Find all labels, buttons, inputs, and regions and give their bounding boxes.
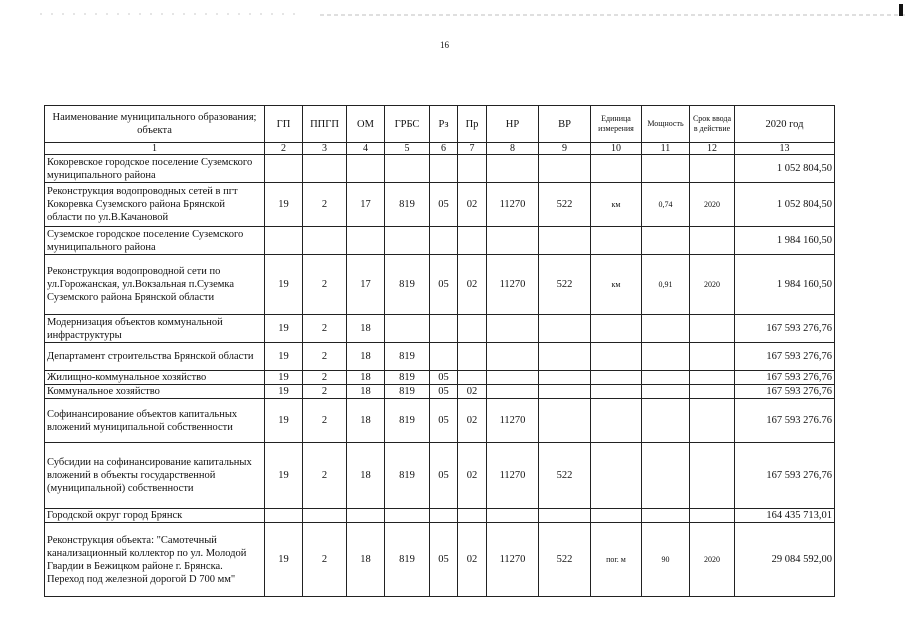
table-cell: 0,91 (642, 255, 690, 315)
table-cell: 819 (385, 255, 430, 315)
table-cell: 02 (458, 255, 487, 315)
table-cell: 522 (539, 255, 591, 315)
table-cell (458, 315, 487, 343)
table-cell (591, 343, 642, 371)
column-number: 10 (591, 143, 642, 155)
amount-cell: 167 593 276,76 (735, 315, 835, 343)
table-cell: 819 (385, 399, 430, 443)
amount-cell: 167 593 276.76 (735, 399, 835, 443)
table-cell: 18 (347, 523, 385, 597)
table-cell (690, 509, 735, 523)
table-cell (487, 509, 539, 523)
page-number: 16 (440, 40, 449, 50)
table-cell (539, 385, 591, 399)
table-row (45, 343, 835, 371)
scan-edge-mark (899, 4, 903, 16)
table-row (45, 523, 835, 597)
table-row (45, 255, 835, 315)
table-cell (591, 227, 642, 255)
table-cell (303, 227, 347, 255)
table-cell: 19 (265, 523, 303, 597)
amount-cell: 167 593 276,76 (735, 443, 835, 509)
table-cell: 2 (303, 315, 347, 343)
table-cell (487, 155, 539, 183)
table-row (45, 371, 835, 385)
table-cell: 819 (385, 183, 430, 227)
amount-cell: 167 593 276,76 (735, 343, 835, 371)
table-cell (539, 227, 591, 255)
budget-table (44, 105, 835, 597)
table-cell: 90 (642, 523, 690, 597)
column-number: 2 (265, 143, 303, 155)
table-row (45, 183, 835, 227)
table-cell (690, 227, 735, 255)
table-cell (539, 371, 591, 385)
table-cell (690, 385, 735, 399)
table-cell: пог. м (591, 523, 642, 597)
header-cell: Рз (430, 106, 458, 143)
amount-cell: 1 052 804,50 (735, 155, 835, 183)
table-cell: 522 (539, 443, 591, 509)
table-cell (591, 371, 642, 385)
object-name-cell: Городской округ город Брянск (45, 509, 265, 523)
table-cell (487, 315, 539, 343)
table-cell: 2 (303, 371, 347, 385)
table-cell: км (591, 255, 642, 315)
header-cell: Мощность (642, 106, 690, 143)
table-cell: 05 (430, 255, 458, 315)
column-number: 3 (303, 143, 347, 155)
table-cell (458, 155, 487, 183)
object-name-cell: Департамент строительства Брянской области (45, 343, 265, 371)
table-cell (539, 343, 591, 371)
table-cell: 2020 (690, 523, 735, 597)
column-number: 11 (642, 143, 690, 155)
object-name-cell: Коммунальное хозяйство (45, 385, 265, 399)
table-cell (347, 509, 385, 523)
table-cell: 819 (385, 343, 430, 371)
table-cell: 11270 (487, 255, 539, 315)
table-cell: 18 (347, 371, 385, 385)
table-cell: 819 (385, 371, 430, 385)
table-cell: 17 (347, 183, 385, 227)
table-cell: 2 (303, 343, 347, 371)
table-cell (265, 227, 303, 255)
table-cell (487, 371, 539, 385)
table-cell: 02 (458, 443, 487, 509)
object-name-cell: Жилищно-коммунальное хозяйство (45, 371, 265, 385)
table-cell (458, 509, 487, 523)
table-cell (303, 509, 347, 523)
table-cell: 19 (265, 183, 303, 227)
table-cell: 2 (303, 399, 347, 443)
header-cell: Единица измерения (591, 106, 642, 143)
table-cell (642, 155, 690, 183)
table-cell: 19 (265, 343, 303, 371)
table-row (45, 155, 835, 183)
table-cell (265, 155, 303, 183)
table-cell (591, 385, 642, 399)
column-number: 13 (735, 143, 835, 155)
table-cell: 18 (347, 399, 385, 443)
table-cell (487, 343, 539, 371)
table-cell (430, 315, 458, 343)
table-cell (430, 227, 458, 255)
table-cell (642, 227, 690, 255)
table-cell (430, 509, 458, 523)
table-cell (539, 399, 591, 443)
table-row (45, 509, 835, 523)
table-cell (347, 227, 385, 255)
header-cell: Срок ввода в действие (690, 106, 735, 143)
header-row (45, 106, 835, 143)
table-cell (539, 509, 591, 523)
header-cell: 2020 год (735, 106, 835, 143)
table-cell: 0,74 (642, 183, 690, 227)
table-cell: 05 (430, 385, 458, 399)
table-cell (642, 315, 690, 343)
table-cell (385, 509, 430, 523)
table-cell: 02 (458, 399, 487, 443)
table-cell (539, 315, 591, 343)
table-cell: 2020 (690, 183, 735, 227)
amount-cell: 29 084 592,00 (735, 523, 835, 597)
table-cell: 05 (430, 399, 458, 443)
table-cell: 18 (347, 343, 385, 371)
table-cell (539, 155, 591, 183)
column-number: 9 (539, 143, 591, 155)
table-cell: 11270 (487, 183, 539, 227)
table-cell (430, 155, 458, 183)
table-cell: 18 (347, 315, 385, 343)
table-cell: 05 (430, 183, 458, 227)
table-row (45, 399, 835, 443)
table-cell (458, 343, 487, 371)
table-cell: 522 (539, 183, 591, 227)
header-cell: НР (487, 106, 539, 143)
header-cell: Наименование муниципального образования; объекта (45, 106, 265, 143)
table-cell: 18 (347, 385, 385, 399)
header-cell: Пр (458, 106, 487, 143)
table-cell: км (591, 183, 642, 227)
table-cell: 19 (265, 315, 303, 343)
table-row (45, 385, 835, 399)
column-number: 1 (45, 143, 265, 155)
table-cell: 05 (430, 523, 458, 597)
table-cell (642, 385, 690, 399)
table-cell (430, 343, 458, 371)
object-name-cell: Реконструкция водопроводной сети по ул.Горожанская, ул.Вокзальная п.Суземка Суземского района Брянской области (45, 255, 265, 315)
header-cell: ГРБС (385, 106, 430, 143)
table-cell (690, 371, 735, 385)
table-cell: 19 (265, 385, 303, 399)
table-cell: 19 (265, 443, 303, 509)
table-cell: 05 (430, 371, 458, 385)
table-cell (591, 443, 642, 509)
table-cell (591, 315, 642, 343)
table-row (45, 227, 835, 255)
table-cell (690, 399, 735, 443)
column-number: 12 (690, 143, 735, 155)
column-number: 6 (430, 143, 458, 155)
table-cell: 19 (265, 255, 303, 315)
table-cell (690, 343, 735, 371)
object-name-cell: Субсидии на софинансирование капитальных вложений в объекты государственной (муниципальной) собственности (45, 443, 265, 509)
object-name-cell: Софинансирование объектов капитальных вложений муниципальной собственности (45, 399, 265, 443)
table-cell: 2020 (690, 255, 735, 315)
object-name-cell: Кокоревское городское поселение Суземского муниципального района (45, 155, 265, 183)
table-cell: 18 (347, 443, 385, 509)
header-cell: ГП (265, 106, 303, 143)
amount-cell: 167 593 276,76 (735, 371, 835, 385)
table-cell (642, 343, 690, 371)
column-number: 7 (458, 143, 487, 155)
object-name-cell: Реконструкция объекта: "Самотечный канализационный коллектор по ул. Молодой Гвардии в Бежицком районе г. Брянска. Переход под железной дорогой D 700 мм" (45, 523, 265, 597)
table-cell (458, 227, 487, 255)
column-number: 8 (487, 143, 539, 155)
amount-cell: 1 052 804,50 (735, 183, 835, 227)
object-name-cell: Реконструкция водопроводных сетей в пгт Кокоревка Суземского района Брянской области по ул.В.Качановой (45, 183, 265, 227)
table-cell: 2 (303, 183, 347, 227)
table-row (45, 443, 835, 509)
table-cell: 11270 (487, 399, 539, 443)
column-number-row (45, 143, 835, 155)
table-cell: 2 (303, 443, 347, 509)
amount-cell: 167 593 276,76 (735, 385, 835, 399)
object-name-cell: Модернизация объектов коммунальной инфраструктуры (45, 315, 265, 343)
table-cell: 19 (265, 371, 303, 385)
table-cell (642, 509, 690, 523)
column-number: 5 (385, 143, 430, 155)
amount-cell: 164 435 713,01 (735, 509, 835, 523)
header-cell: ВР (539, 106, 591, 143)
table-cell: 19 (265, 399, 303, 443)
table-cell: 17 (347, 255, 385, 315)
table-cell: 11270 (487, 523, 539, 597)
amount-cell: 1 984 160,50 (735, 255, 835, 315)
table-cell (347, 155, 385, 183)
table-cell (385, 227, 430, 255)
table-cell: 02 (458, 523, 487, 597)
table-cell (385, 155, 430, 183)
table-row (45, 315, 835, 343)
table-cell: 02 (458, 183, 487, 227)
table-cell (642, 371, 690, 385)
header-cell: ППГП (303, 106, 347, 143)
table-cell: 819 (385, 385, 430, 399)
table-cell (690, 443, 735, 509)
table-cell (303, 155, 347, 183)
table-cell (591, 509, 642, 523)
table-cell (487, 385, 539, 399)
table-cell: 2 (303, 385, 347, 399)
table-cell (690, 315, 735, 343)
table-cell (690, 155, 735, 183)
table-cell: 2 (303, 523, 347, 597)
table-cell (591, 155, 642, 183)
column-number: 4 (347, 143, 385, 155)
table-cell: 2 (303, 255, 347, 315)
table-cell: 02 (458, 385, 487, 399)
table-cell: 819 (385, 523, 430, 597)
table-cell (642, 399, 690, 443)
table-cell (265, 509, 303, 523)
table-cell (591, 399, 642, 443)
table-cell: 522 (539, 523, 591, 597)
table-cell (487, 227, 539, 255)
table-cell: 11270 (487, 443, 539, 509)
scan-noise-line (0, 12, 905, 18)
table-cell (642, 443, 690, 509)
table-cell: 819 (385, 443, 430, 509)
header-cell: ОМ (347, 106, 385, 143)
table-cell (458, 371, 487, 385)
object-name-cell: Суземское городское поселение Суземского муниципального района (45, 227, 265, 255)
table-cell (385, 315, 430, 343)
table-cell: 05 (430, 443, 458, 509)
amount-cell: 1 984 160,50 (735, 227, 835, 255)
